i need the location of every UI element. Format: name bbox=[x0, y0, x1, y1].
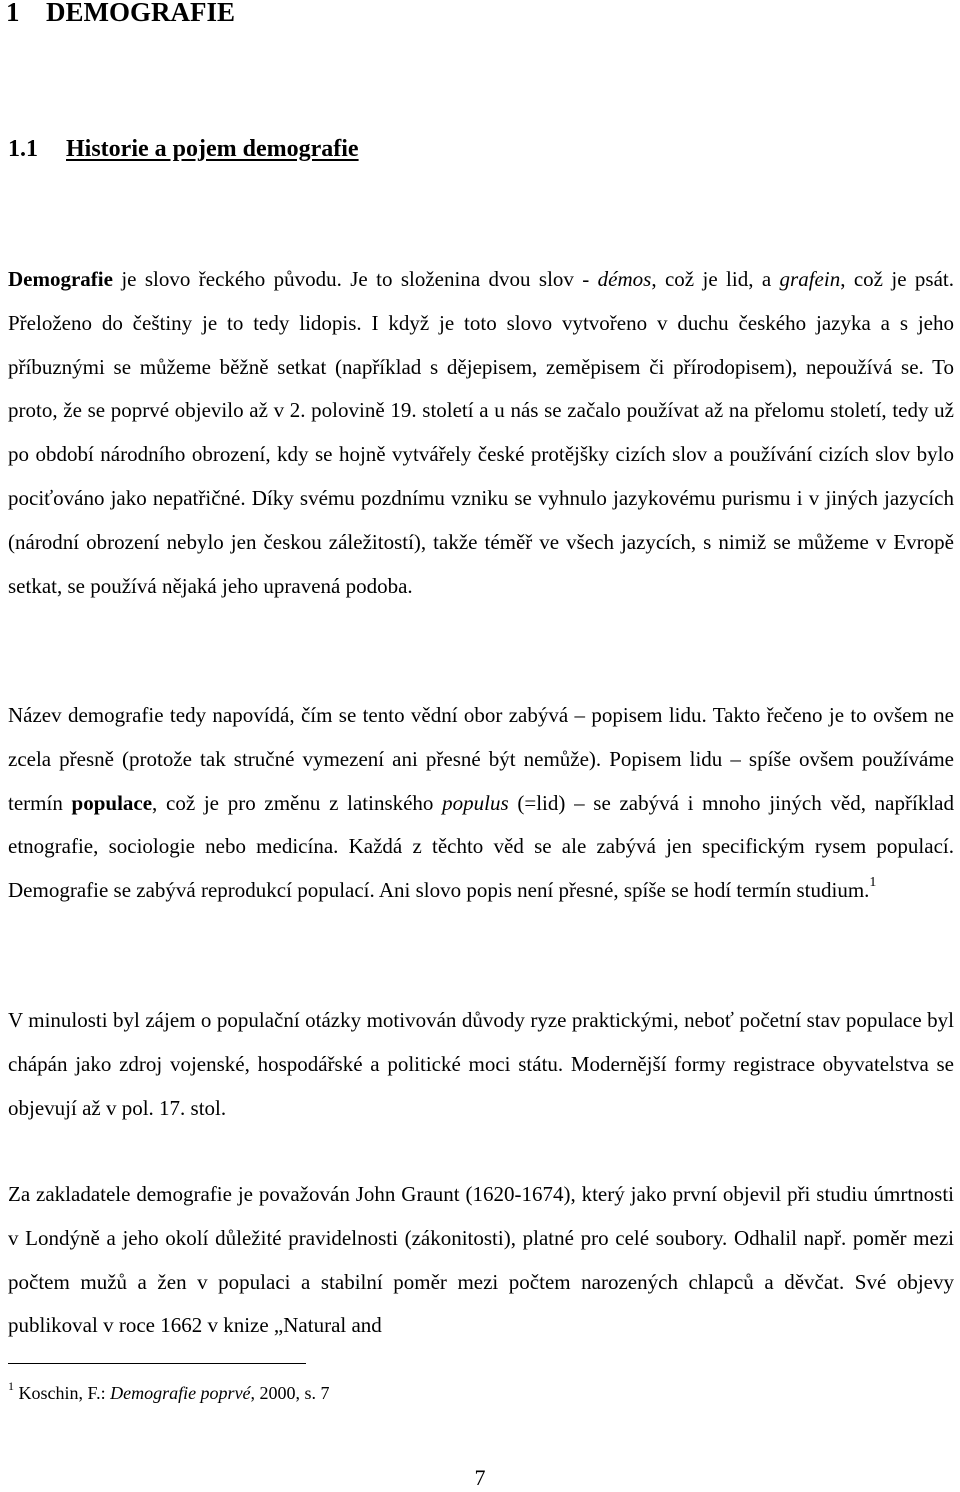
footnote-author: Koschin, F.: bbox=[18, 1383, 111, 1403]
term-populace: populace bbox=[71, 790, 153, 815]
chapter-heading bbox=[6, 0, 235, 30]
term-grafein: grafein bbox=[779, 267, 841, 291]
term-demos: démos bbox=[597, 267, 652, 291]
paragraph1-text-b: , což je lid, a bbox=[651, 267, 780, 291]
footnote-book-title: Demografie poprvé bbox=[110, 1383, 251, 1403]
paragraph2-text-c: (=lid) – se zabývá i mnoho jiných věd, například etnografie, sociologie nebo medicína. Každá z těchto věd se ale zabývá jen specifickým rysem populací. Demografie se zabývá reprodukcí populací. Ani slovo popis není přesné, spíše se hodí termín studium. bbox=[8, 790, 954, 903]
page-number: 7 bbox=[474, 1465, 486, 1490]
chapter-number: 1 bbox=[6, 0, 20, 27]
paragraph-history: V minulosti byl zájem o populační otázky motivován důvody ryze praktickými, neboť početní stav populace byl chápán jako zdroj vojenské, hospodářské a politické moci státu. Modernější formy registrace obyvatelstva se objevují až v pol. 17. stol. bbox=[8, 1008, 954, 1120]
footnote-separator bbox=[8, 1363, 306, 1364]
section-title: Historie a pojem demografie bbox=[66, 136, 359, 162]
paragraph2-text-b: , což je pro změnu z latinského bbox=[152, 790, 443, 815]
paragraph2-text-a: Název demografie tedy napovídá, čím se tento vědní obor zabývá – popisem lidu. Takto řečeno je to ovšem ne zcela přesně (protože tak stručné vymezení ani přesné být nemůže). Popisem lidu – spíše ovšem používáme termín bbox=[8, 703, 954, 815]
paragraph-graunt: Za zakladatele demografie je považován John Graunt (1620-1674), který jako první objevil při studiu úmrtnosti v Londýně a jeho okolí důležité pravidelnosti (zákonitosti), platné pro celé soubory. Odhalil např. poměr mezi počtem mužů a žen v populaci a stabilní poměr mezi počtem narozených chlapců a děvčat. Své objevy publikoval v roce 1662 v knize „Natural and bbox=[8, 1182, 954, 1338]
paragraph1-text-c: , což je psát. Přeloženo do češtiny je to tedy lidopis. I když je toto slovo vytvořeno v duchu českého jazyka a s jeho příbuznými se můžeme běžně setkat (například s dějepisem, zeměpisem či přírodopisem), nepoužívá se. To proto, že se poprvé objevilo až v 2. polovině 19. století a u nás se začalo používat až na přelomu století, tedy už po období národního obrození, kdy se hojně vytvářely české protějšky cizích slov a používání cizích slov bylo pociťováno jako nepatřičné. Díky svému pozdnímu vzniku se vyhnulo jazykovému purismu i v jiných jazycích (národní obrození nebylo jen českou záležitostí), takže téměř ve všech jazycích, s nimiž se můžeme v Evropě setkat, se používá nějaká jeho upravená podoba. bbox=[8, 267, 954, 598]
footnote bbox=[8, 1378, 330, 1408]
paragraph-definition bbox=[8, 694, 954, 913]
footnote-details: , 2000, s. 7 bbox=[250, 1383, 330, 1403]
paragraph1-text-a: je slovo řeckého původu. Je to složenina dvou slov - bbox=[112, 267, 598, 291]
footnote-number: 1 bbox=[8, 1379, 14, 1393]
term-demografie: Demografie bbox=[8, 267, 113, 291]
paragraph-etymology bbox=[8, 258, 954, 608]
section-number: 1.1 bbox=[8, 136, 38, 162]
chapter-title: DEMOGRAFIE bbox=[46, 0, 235, 27]
footnote-reference[interactable]: 1 bbox=[869, 875, 877, 891]
section-heading bbox=[8, 132, 359, 166]
term-populus: populus bbox=[442, 790, 509, 815]
